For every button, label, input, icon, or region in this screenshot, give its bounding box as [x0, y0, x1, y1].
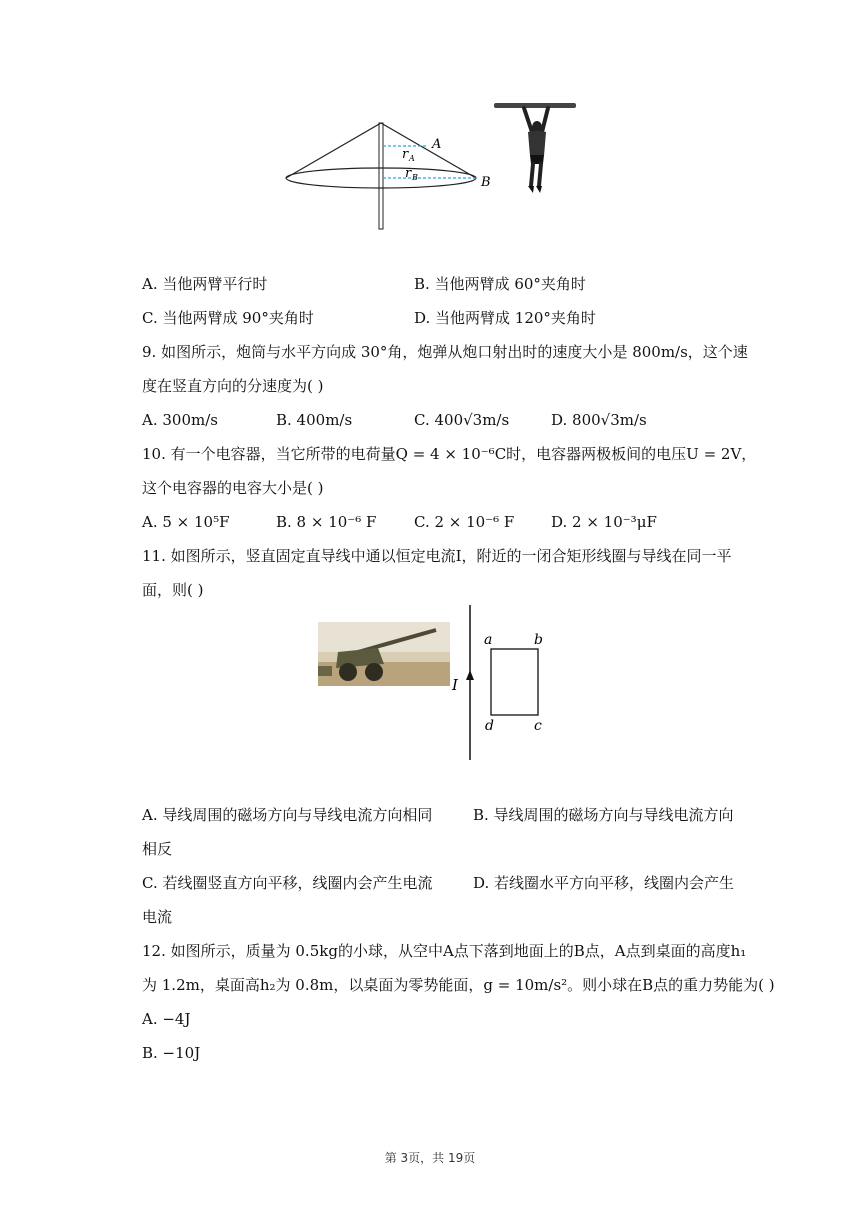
q10-option-d: D. 2 × 10⁻³μF — [551, 513, 657, 531]
svg-text:B: B — [412, 173, 418, 182]
q11-stem-line2: 面，则( ) — [142, 581, 204, 599]
corner-a-label: a — [484, 632, 493, 648]
q9-option-a: A. 300m/s — [142, 411, 218, 429]
page-number: 第 3页，共 19页 — [384, 1151, 476, 1165]
q8-option-c: C. 当他两臂成 90°夹角时 — [142, 309, 314, 327]
cone-figure — [280, 115, 500, 235]
q12-option-b: B. −10J — [142, 1044, 201, 1062]
q9-option-b: B. 400m/s — [276, 411, 353, 429]
artillery-image — [318, 622, 450, 686]
corner-b-label: b — [534, 632, 543, 648]
q11-stem-line1: 11. 如图所示，竖直固定直导线中通以恒定电流I，附近的一闭合矩形线圈与导线在同一平 — [142, 547, 732, 565]
q8-option-a: A. 当他两臂平行时 — [142, 275, 268, 293]
q8-option-d: D. 当他两臂成 120°夹角时 — [414, 309, 596, 327]
label-rb: r — [405, 166, 412, 181]
q9-stem-line1: 9. 如图所示，炮筒与水平方向成 30°角，炮弹从炮口射出时的速度大小是 800m/s，这个速 — [142, 343, 748, 361]
q10-option-c: C. 2 × 10⁻⁶ F — [414, 513, 515, 531]
corner-d-label: d — [485, 718, 494, 734]
q11-option-a: A. 导线周围的磁场方向与导线电流方向相同 — [142, 806, 433, 824]
q12-stem-line1: 12. 如图所示，质量为 0.5kg的小球，从空中A点下落到地面上的B点，A点到桌面的高度h₁ — [142, 942, 747, 960]
svg-text:A: A — [409, 154, 415, 163]
label-ra: r — [402, 147, 409, 162]
corner-c-label: c — [534, 718, 542, 734]
q9-stem-line2: 度在竖直方向的分速度为( ) — [142, 377, 324, 395]
label-a: A — [432, 137, 442, 152]
q8-option-b: B. 当他两臂成 60°夹角时 — [414, 275, 586, 293]
q10-stem-line2: 这个电容器的电容大小是( ) — [142, 479, 324, 497]
q9-option-d: D. 800√3m/s — [551, 411, 647, 429]
q11-option-b-cont: 相反 — [142, 840, 173, 858]
label-b: B — [481, 175, 491, 190]
pull-up-figure — [490, 98, 580, 203]
current-label: I — [452, 676, 458, 694]
q10-option-a: A. 5 × 10⁵F — [142, 513, 230, 531]
q11-option-b: B. 导线周围的磁场方向与导线电流方向 — [473, 806, 734, 824]
q12-stem-line2: 为 1.2m，桌面高h₂为 0.8m，以桌面为零势能面，g = 10m/s²。则小球在B点的重力势能为( ) — [142, 976, 775, 994]
q10-stem-line1: 10. 有一个电容器，当它所带的电荷量Q = 4 × 10⁻⁶C时，电容器两极板间的电压U = 2V， — [142, 445, 757, 463]
q11-option-d-cont: 电流 — [142, 908, 173, 926]
q9-option-c: C. 400√3m/s — [414, 411, 510, 429]
wire-coil-figure — [448, 600, 558, 765]
current-arrow-icon — [466, 670, 474, 680]
q10-option-b: B. 8 × 10⁻⁶ F — [276, 513, 377, 531]
q11-option-c: C. 若线圈竖直方向平移，线圈内会产生电流 — [142, 874, 433, 892]
q12-option-a: A. −4J — [142, 1010, 191, 1028]
q11-option-d: D. 若线圈水平方向平移，线圈内会产生 — [473, 874, 735, 892]
